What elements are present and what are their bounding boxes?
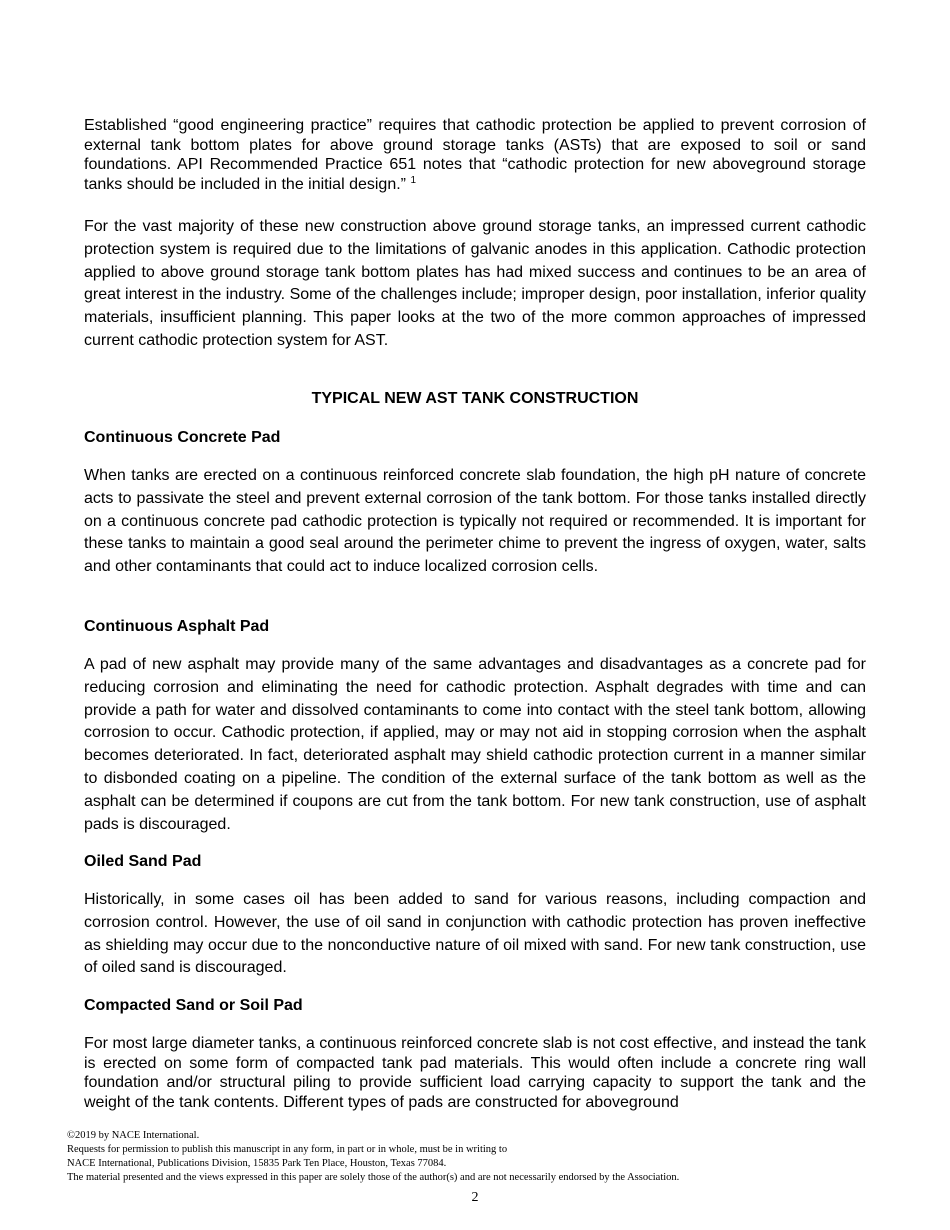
compacted-pad-paragraph: For most large diameter tanks, a continuous reinforced concrete slab is not cost effective, and instead the tank is erected on some form of compacted tank pad materials. This would often include a concrete ring wall foundation and/or structural piling to provide sufficient load carrying capacity to support the tank and the weight of the tank contents. Different types of pads are constructed for aboveground [84,1035,866,1111]
intro-paragraph-1 [84,116,866,194]
oiled-sand-heading: Oiled Sand Pad [84,853,202,870]
footer-copyright: ©2019 by NACE International. [67,1130,200,1141]
footer-address-line: NACE International, Publications Division, 15835 Park Ten Place, Houston, Texas 77084. [67,1158,447,1169]
footer [67,1129,887,1185]
footer-disclaimer-line: The material presented and the views expressed in this paper are solely those of the author(s) and are not necessarily endorsed by the Association. [67,1172,680,1183]
asphalt-pad-paragraph: A pad of new asphalt may provide many of the same advantages and disadvantages as a concrete pad for reducing corrosion and eliminating the need for cathodic protection. Asphalt degrades with time and can provide a path for water and dissolved contaminants to come into contact with the steel tank bottom, allowing corrosion to occur. Cathodic protection, if applied, may or may not aid in stopping corrosion when the asphalt becomes deteriorated. In fact, deteriorated asphalt may shield cathodic protection current in a manner similar to disbonded coating on a pipeline. The condition of the external surface of the tank bottom as well as the asphalt can be determined if coupons are cut from the tank bottom. For new tank construction, use of asphalt pads is discouraged. [84,656,866,833]
intro-paragraph-2: For the vast majority of these new construction above ground storage tanks, an impressed current cathodic protection system is required due to the limitations of galvanic anodes in this application. Cathodic protection applied to above ground storage tank bottom plates has had mixed success and continues to be an area of great interest in the industry. Some of the challenges include; improper design, poor installation, inferior quality materials, insufficient planning. This paper looks at the two of the more common approaches of impressed current cathodic protection system for AST. [84,218,866,349]
footnote-reference: 1 [410,174,416,186]
section-title: TYPICAL NEW AST TANK CONSTRUCTION [311,390,639,407]
oiled-sand-paragraph: Historically, in some cases oil has been added to sand for various reasons, including compaction and corrosion control. However, the use of oil sand in conjunction with cathodic protection has proven ineffective as shielding may occur due to the nonconductive nature of oil mixed with sand. For new tank construction, use of oiled sand is discouraged. [84,891,866,977]
page-number: 2 [471,1190,479,1205]
intro-paragraph-1-text: Established “good engineering practice” requires that cathodic protection be applied to prevent corrosion of external tank bottom plates for above ground storage tanks (ASTs) that are exposed to soil or sand foundations. API Recommended Practice 651 notes that “cathodic protection for new aboveground storage tanks should be included in the initial design.” [84,117,866,193]
concrete-pad-paragraph: When tanks are erected on a continuous reinforced concrete slab foundation, the high pH nature of concrete acts to passivate the steel and prevent external corrosion of the tank bottom. For those tanks installed directly on a continuous concrete pad cathodic protection is typically not required or recommended. It is important for these tanks to maintain a good seal around the perimeter chime to prevent the ingress of oxygen, water, salts and other contaminants that could act to induce localized corrosion cells. [84,467,866,576]
concrete-pad-heading: Continuous Concrete Pad [84,429,281,446]
compacted-pad-heading: Compacted Sand or Soil Pad [84,997,303,1014]
footer-permission-line: Requests for permission to publish this manuscript in any form, in part or in whole, must be in writing to [67,1144,508,1155]
asphalt-pad-heading: Continuous Asphalt Pad [84,618,270,635]
